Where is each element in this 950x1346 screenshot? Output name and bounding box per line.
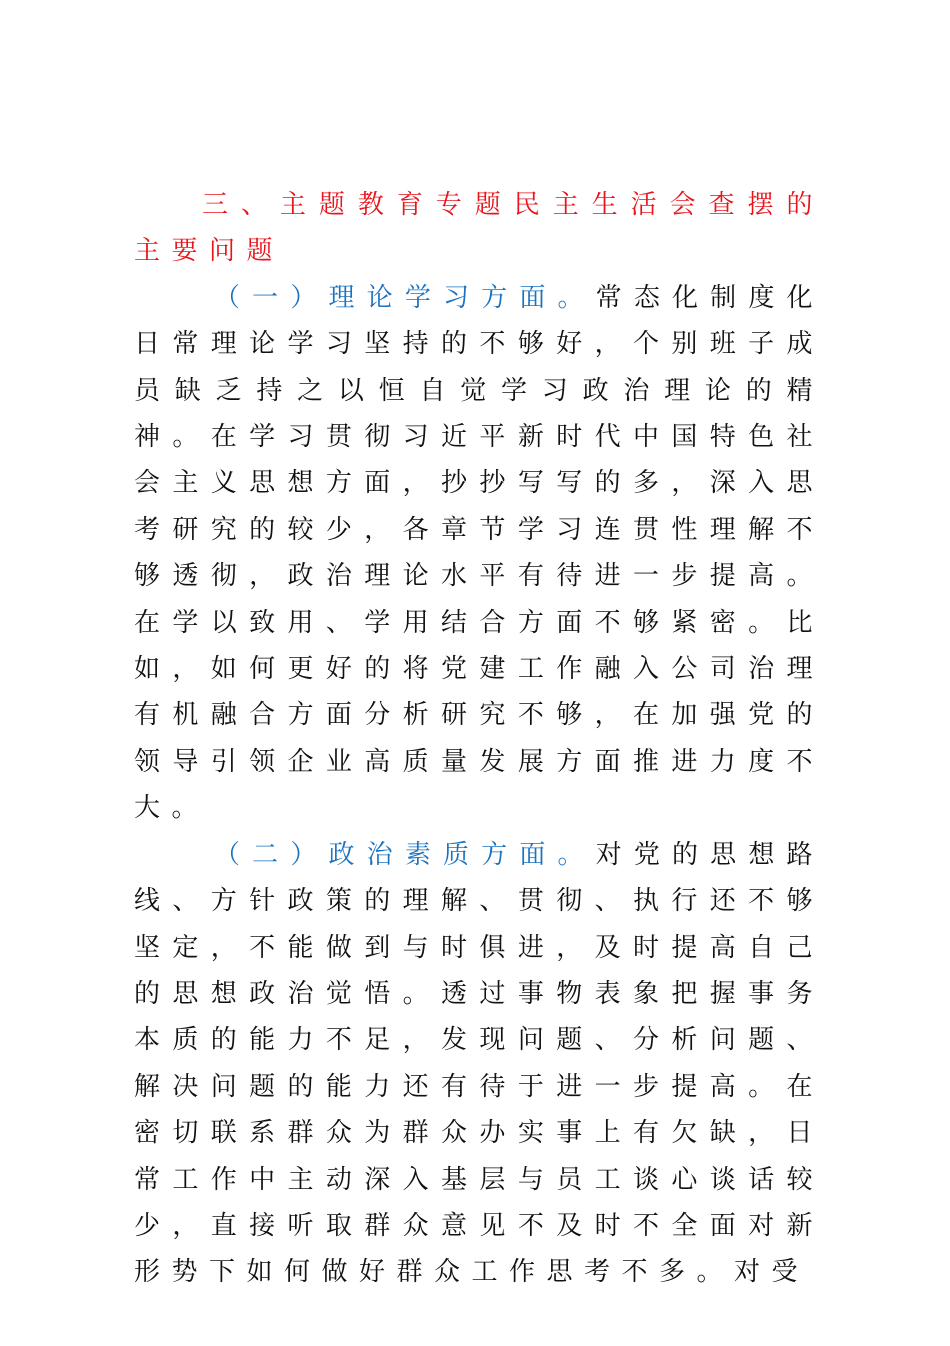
paragraph-theory-study — [134, 275, 824, 832]
subheading-theory-study: （一）理论学习方面。 — [214, 282, 596, 313]
paragraph-body-political-quality: 对党的思想路线、方针政策的理解、贯彻、执行还不够坚定，不能做到与时俱进，及时提高自己的思想政治觉悟。透过事物表象把握事务本质的能力不足，发现问题、分析问题、解决问题的能力还有待于进一步提高。在密切联系群众为群众办实事上有欠缺，日常工作中主动深入基层与员工谈心谈话较少，直接听取群众意见不及时不全面对新形势下如何做好群众工作思考不多。对受 — [134, 839, 824, 1288]
section-heading: 三、主题教育专题民主生活会查摆的主要问题 — [134, 190, 824, 267]
subheading-political-quality: （二）政治素质方面。 — [214, 839, 596, 870]
paragraph-body-theory-study: 常态化制度化日常理论学习坚持的不够好，个别班子成员缺乏持之以恒自觉学习政治理论的精神。在学习贯彻习近平新时代中国特色社会主义思想方面，抄抄写写的多，深入思考研究的较少，各章节学习连贯性理解不够透彻，政治理论水平有待进一步提高。在学以致用、学用结合方面不够紧密。比如，如何更好的将党建工作融入公司治理有机融合方面分析研究不够，在加强党的领导引领企业高质量发展方面推进力度不大。 — [134, 282, 824, 824]
paragraph-political-quality — [134, 832, 824, 1296]
document-body — [134, 182, 824, 1296]
